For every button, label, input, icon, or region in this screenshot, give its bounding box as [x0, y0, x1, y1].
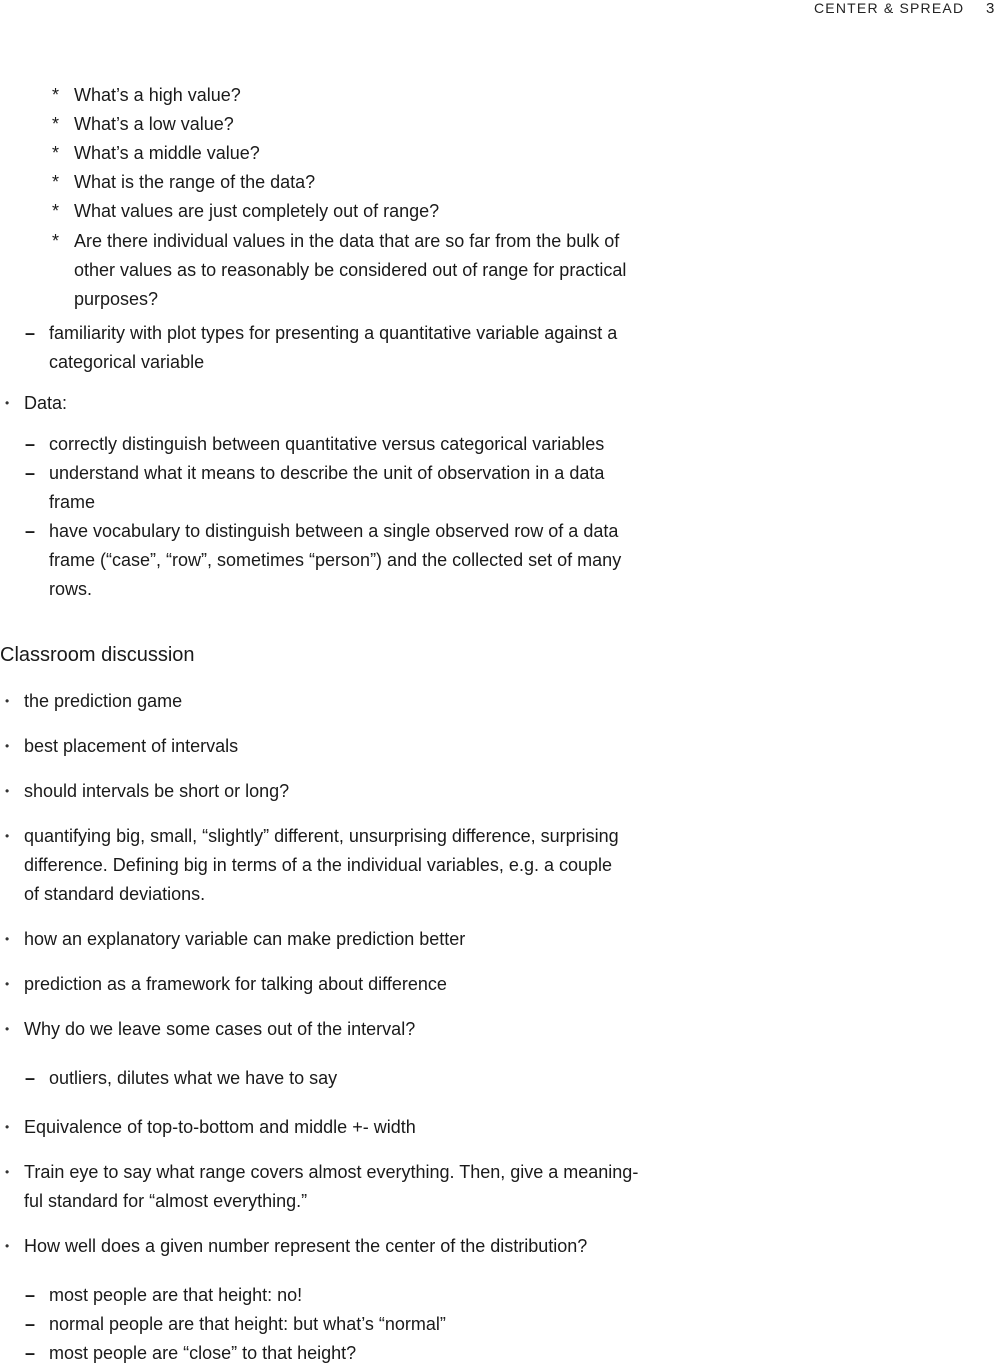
list-item-line: quantifying big, small, “slightly” different, unsurprising difference, surprising [24, 826, 619, 846]
list-item: Equivalence of top-to-bottom and middle +- width [24, 1117, 416, 1137]
list-item-line: difference. Defining big in terms of a the individual variables, e.g. a couple [24, 855, 613, 875]
list-item: most people are “close” to that height? [49, 1343, 357, 1363]
page-number: 3 [986, 0, 994, 17]
list-item-line: of standard deviations. [24, 884, 206, 904]
star-bullet: * [52, 201, 60, 221]
list-item: should intervals be short or long? [24, 781, 290, 801]
list-item-line: Train eye to say what range covers almost everything. Then, give a meaning- [24, 1162, 639, 1182]
bullet-dot: • [5, 829, 10, 843]
list-item: What’s a high value? [74, 85, 241, 105]
dash-bullet: – [25, 1068, 36, 1088]
list-item: Why do we leave some cases out of the interval? [24, 1019, 416, 1039]
list-item-line: familiarity with plot types for presenting a quantitative variable against a [49, 323, 618, 343]
list-item: correctly distinguish between quantitative versus categorical variables [49, 434, 605, 454]
list-item-line: purposes? [74, 289, 159, 309]
list-item-line: understand what it means to describe the unit of observation in a data [49, 463, 605, 483]
dash-bullet: – [25, 1285, 36, 1305]
bullet-dot: • [5, 739, 10, 753]
dash-bullet: – [25, 1314, 36, 1334]
list-item-line: Are there individual values in the data that are so far from the bulk of [74, 231, 620, 251]
list-item: best placement of intervals [24, 736, 239, 756]
list-item: What is the range of the data? [74, 172, 316, 192]
dash-bullet: – [25, 463, 36, 483]
bullet-dot: • [5, 1022, 10, 1036]
star-bullet: * [52, 114, 60, 134]
list-item: prediction as a framework for talking about difference [24, 974, 447, 994]
list-item-line: other values as to reasonably be considered out of range for practical [74, 260, 627, 280]
dash-bullet: – [25, 1343, 36, 1363]
list-item-line: categorical variable [49, 352, 205, 372]
star-bullet: * [52, 231, 60, 251]
list-item-line: ful standard for “almost everything.” [24, 1191, 308, 1211]
list-item: What’s a middle value? [74, 143, 260, 163]
list-item: How well does a given number represent the center of the distribution? [24, 1236, 588, 1256]
bullet-dot: • [5, 784, 10, 798]
list-item: What values are just completely out of range? [74, 201, 440, 221]
header-title: CENTER & SPREAD [814, 0, 965, 16]
list-item-line: have vocabulary to distinguish between a single observed row of a data [49, 521, 619, 541]
data-label: Data: [24, 393, 68, 413]
list-item: how an explanatory variable can make prediction better [24, 929, 466, 949]
bullet-dot: • [5, 1120, 10, 1134]
bullet-dot: • [5, 977, 10, 991]
bullet-dot: • [5, 1239, 10, 1253]
section-title: Classroom discussion [0, 644, 195, 666]
list-item: most people are that height: no! [49, 1285, 303, 1305]
bullet-dot: • [5, 932, 10, 946]
list-item: normal people are that height: but what’s “normal” [49, 1314, 446, 1334]
list-item: What’s a low value? [74, 114, 234, 134]
star-bullet: * [52, 85, 60, 105]
star-bullet: * [52, 172, 60, 192]
list-item: outliers, dilutes what we have to say [49, 1068, 338, 1088]
list-item: the prediction game [24, 691, 183, 711]
bullet-dot: • [5, 1165, 10, 1179]
dash-bullet: – [25, 434, 36, 454]
star-bullet: * [52, 143, 60, 163]
list-item-line: rows. [49, 579, 93, 599]
bullet-dot: • [5, 396, 10, 410]
list-item-line: frame (“case”, “row”, sometimes “person”) and the collected set of many [49, 550, 622, 570]
bullet-dot: • [5, 694, 10, 708]
dash-bullet: – [25, 323, 36, 343]
dash-bullet: – [25, 521, 36, 541]
list-item-line: frame [49, 492, 96, 512]
